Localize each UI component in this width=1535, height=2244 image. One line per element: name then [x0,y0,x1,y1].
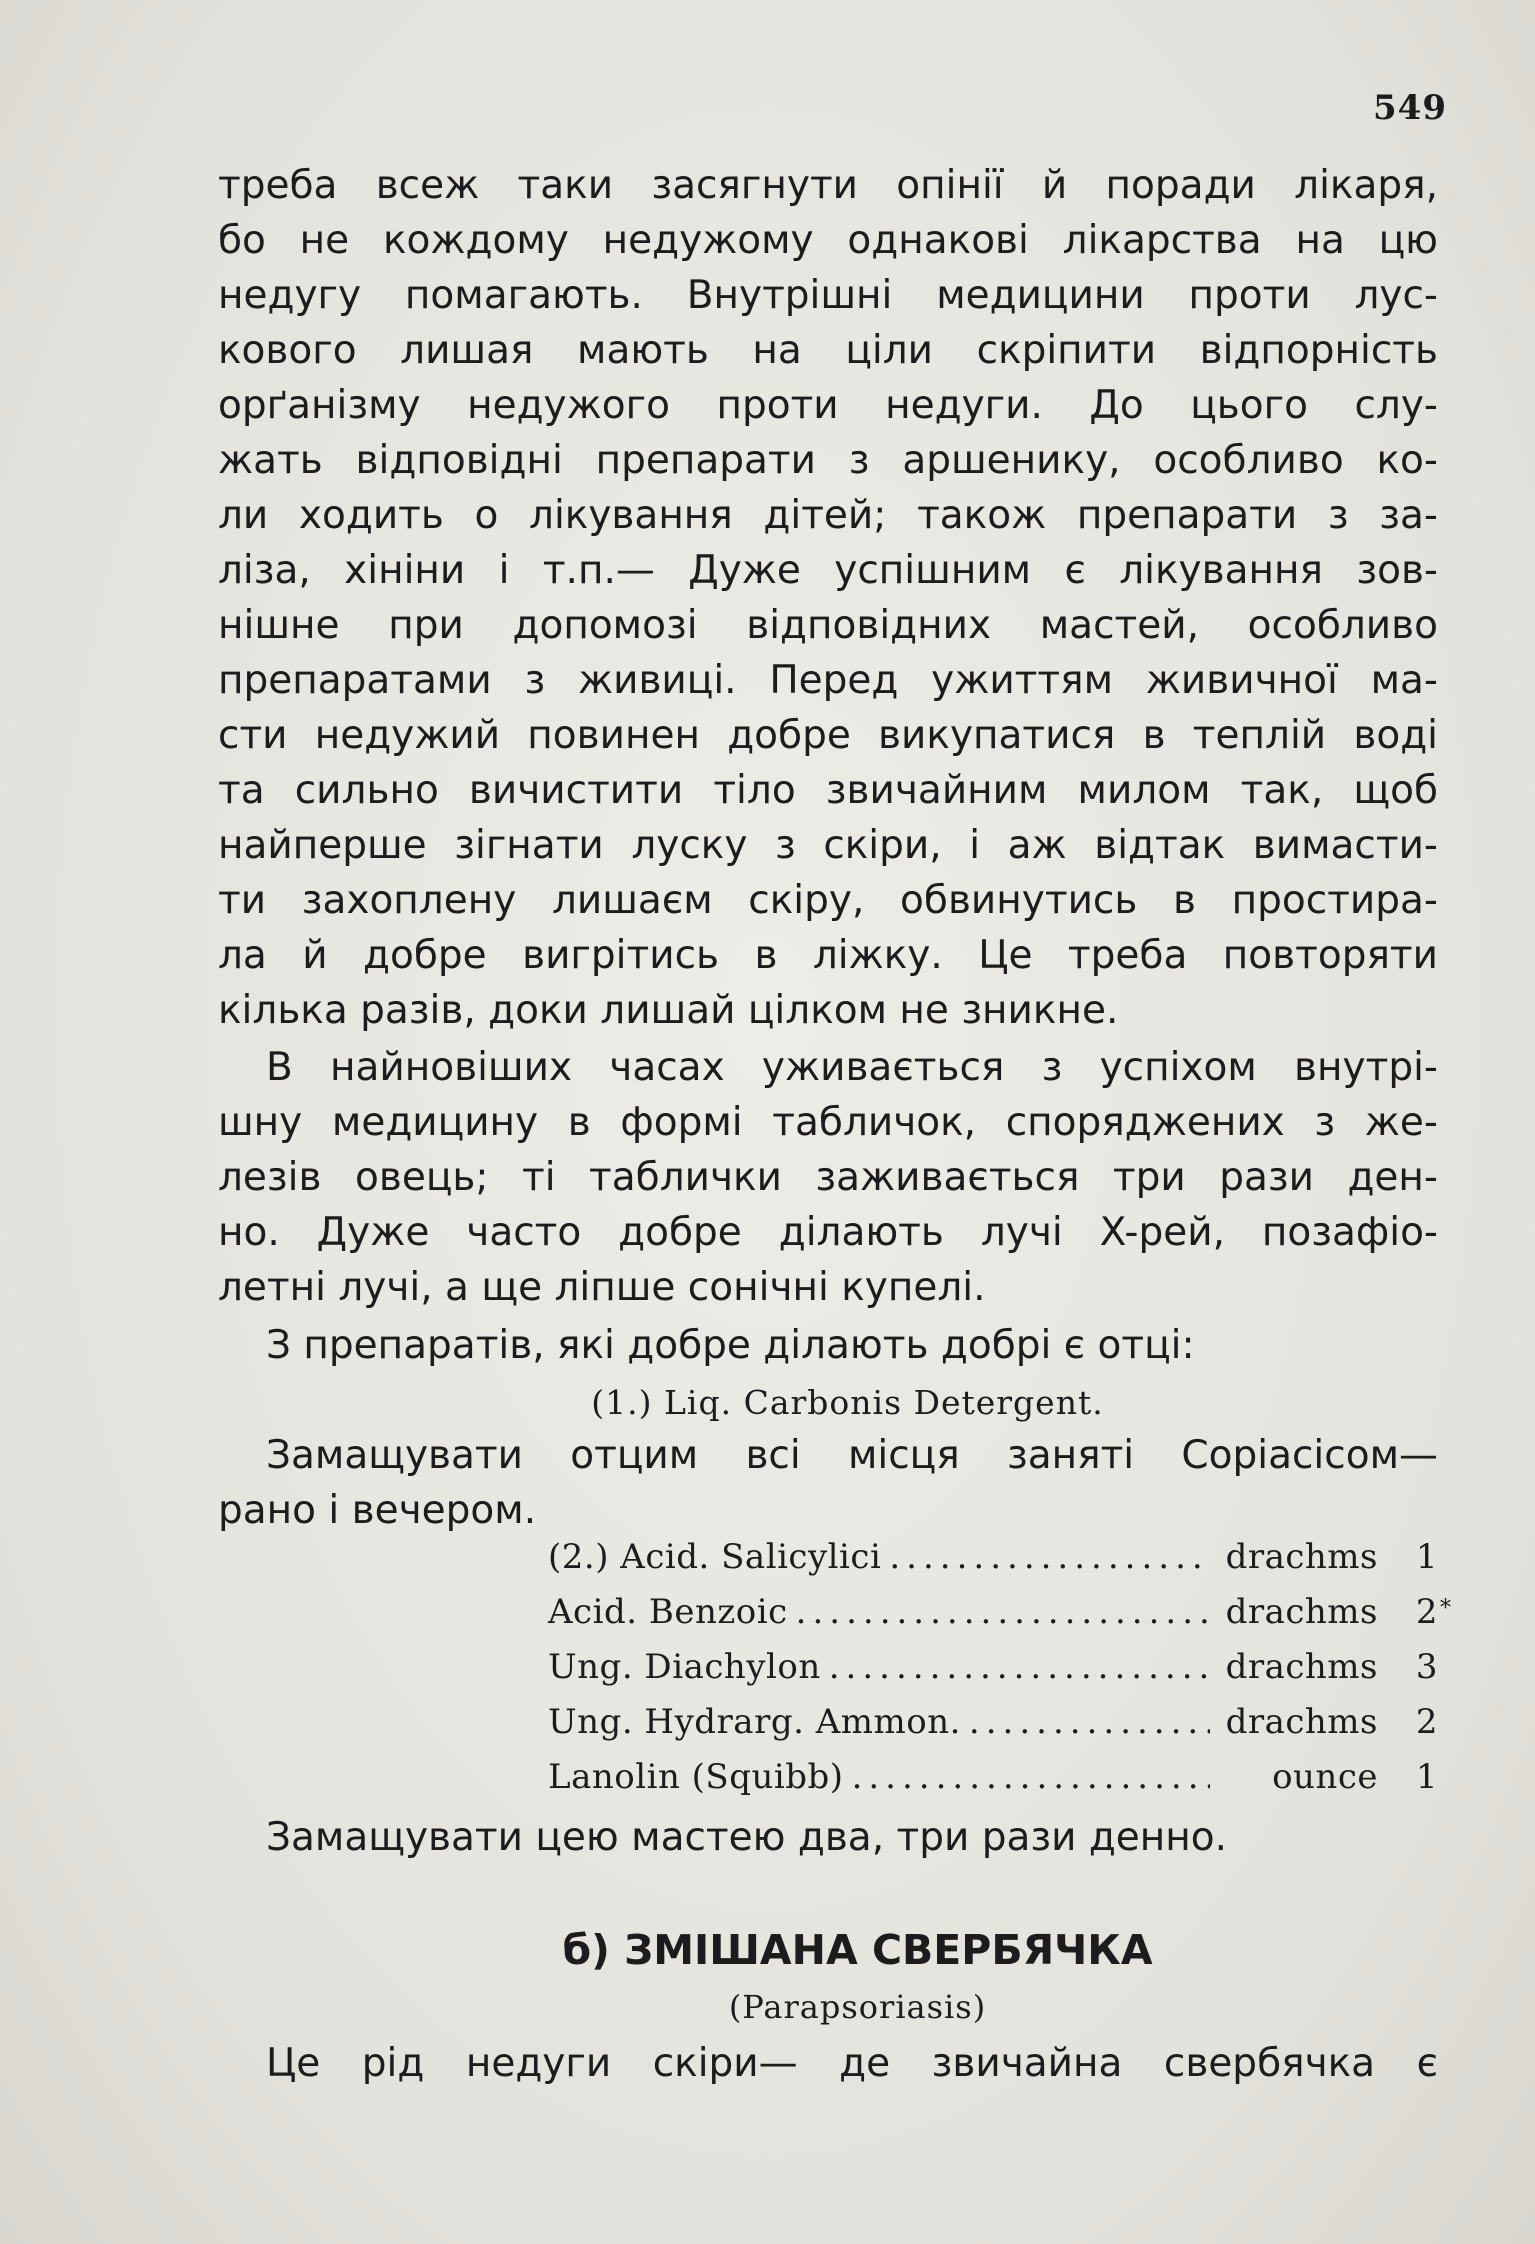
paragraph-6 [218,2036,1438,2091]
ingredient-unit: drachms [1225,1592,1378,1632]
prescription-row [548,1702,1438,1757]
text-line: Це рід недуги скіри— де звичайна свербячка є [266,2041,1438,2086]
ingredient-qty: 1 [1415,1537,1438,1577]
text-line: ліза, хініни і т.п.— Дуже успішним є лікування зов- [218,548,1438,593]
text-line: ли ходить о лікування дітей; також препарати з за- [218,493,1438,538]
text-line: рано і вечером. [218,1488,537,1533]
text-line: найперше зігнати луску з скіри, і аж відтак вимасти- [218,823,1438,868]
ingredient-unit: ounce [1272,1757,1378,1797]
ingredient-qty: 2 [1415,1702,1438,1742]
ingredient-name: Lanolin (Squibb) [548,1757,844,1797]
text-line: лезів овець; ті таблички заживається три рази ден- [218,1155,1438,1200]
ingredient-name: Ung. Hydrarg. Ammon. [548,1702,961,1742]
text-line: шну медицину в формі табличок, споряджених з же- [218,1100,1438,1145]
text-line: треба всеж таки засягнути опінії й поради лікаря, [218,163,1438,208]
dot-leader [969,1702,1210,1742]
text-line: сти недужий повинен добре викупатися в теплій воді [218,713,1438,758]
text-line: З препаратів, які добре ділають добрі є отці: [266,1323,1195,1368]
ingredient-unit: drachms [1225,1702,1378,1742]
ingredient-qty: 2 [1415,1592,1438,1632]
text-line: но. Дуже часто добре ділають лучі X-рей, позафіо- [218,1210,1438,1255]
text-line: та сильно вичистити тіло звичайним милом так, щоб [218,768,1438,813]
section-heading: б) ЗМІШАНА СВЕРБЯЧКА [562,1926,1153,1974]
text-line: орґанізму недужого проти недуги. До цього слу- [218,383,1438,428]
paragraph-3 [218,1318,1438,1373]
ingredient-qty: 3 [1415,1647,1438,1687]
paragraph-4 [218,1428,1438,1538]
text-line: ла й добре вигрітись в ліжку. Це треба повторяти [218,933,1438,978]
page-number: 549 [1373,88,1447,128]
dot-leader [889,1537,1210,1577]
text-line: Замащувати цею мастею два, три рази денно. [266,1815,1228,1860]
ingredient-qty: 1 [1415,1757,1438,1797]
text-line: кілька разів, доки лишай цілком не зникне. [218,988,1119,1033]
ingredient-name: (2.) Acid. Salicylici [548,1537,882,1577]
text-line: жать відповідні препарати з аршенику, особливо ко- [218,438,1438,483]
dot-leader [796,1592,1210,1632]
ingredient-name: Ung. Diachylon [548,1647,821,1687]
section-subtitle: (Parapsoriasis) [728,1988,987,2026]
text-line: летні лучі, а ще ліпше сонічні купелі. [218,1265,986,1310]
text-line: ти захоплену лишаєм скіру, обвинутись в простира- [218,878,1438,923]
text-line: недугу помагають. Внутрішні медицини проти лус- [218,273,1438,318]
ingredient-unit: drachms [1225,1647,1378,1687]
text-line: бо не кождому недужому однакові лікарства на цю [218,218,1438,263]
paragraph-2 [218,1040,1438,1315]
text-line: Замащувати отцим всі місця заняті Соріасісом— [266,1433,1438,1478]
text-line: нішне при допомозі відповідних мастей, особливо [218,603,1438,648]
text-line: препаратами з живиці. Перед ужиттям живичної ма- [218,658,1438,703]
prescription-1: (1.) Liq. Carbonis Detergent. [591,1383,1104,1422]
prescription-row [548,1537,1438,1592]
ingredient-name: Acid. Benzoic [548,1592,788,1632]
prescription-row [548,1592,1438,1647]
prescription-row [548,1647,1438,1702]
ingredient-unit: drachms [1225,1537,1378,1577]
prescription-2-table [548,1537,1438,1812]
dot-leader [829,1647,1210,1687]
text-line: кового лишая мають на ціли скріпити відпорність [218,328,1438,373]
prescription-row [548,1757,1438,1812]
text-line: В найновіших часах уживається з успіхом внутрі- [266,1045,1438,1090]
margin-mark: * [1440,1596,1451,1621]
dot-leader [852,1757,1210,1797]
paragraph-1 [218,158,1438,1038]
paragraph-5 [218,1810,1438,1865]
